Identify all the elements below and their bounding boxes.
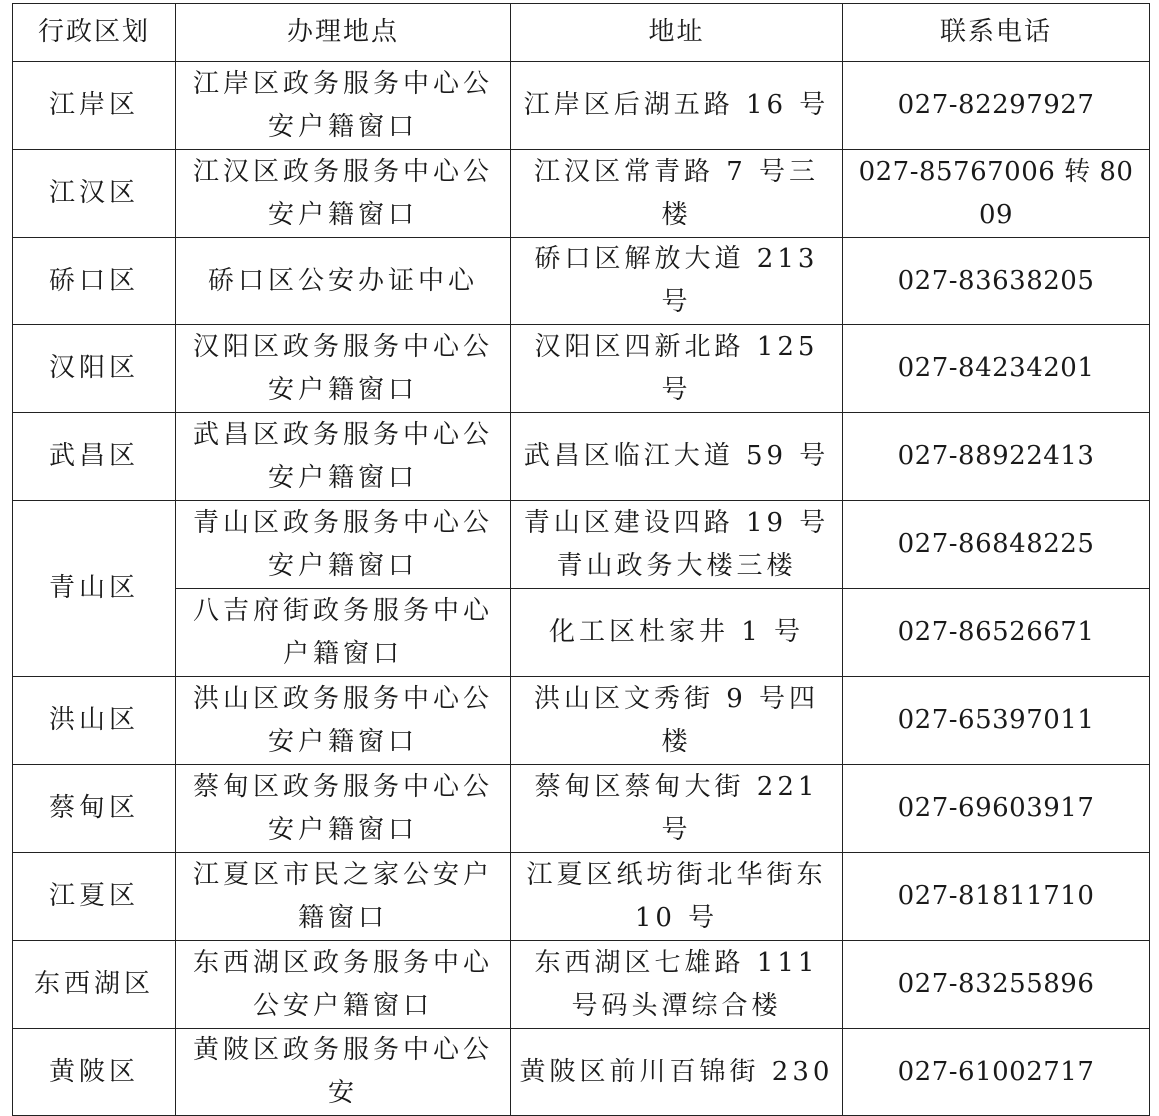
table-row (13, 941, 1150, 1029)
district-cell: 江汉区 (13, 150, 176, 238)
phone-cell: 027-86848225 (843, 501, 1150, 589)
address-cell: 江夏区纸坊街北华街东 10 号 (511, 853, 843, 941)
place-cell: 东西湖区政务服务中心公安户籍窗口 (176, 941, 511, 1029)
phone-cell: 027-84234201 (843, 325, 1150, 413)
place-cell: 硚口区公安办证中心 (176, 238, 511, 325)
header-phone: 联系电话 (843, 4, 1150, 62)
phone-cell: 027-83638205 (843, 238, 1150, 325)
place-cell: 武昌区政务服务中心公安户籍窗口 (176, 413, 511, 501)
address-cell: 黄陂区前川百锦街 230 (511, 1029, 843, 1116)
district-cell: 武昌区 (13, 413, 176, 501)
office-table (12, 3, 1150, 1116)
phone-cell: 027-83255896 (843, 941, 1150, 1029)
address-cell: 汉阳区四新北路 125 号 (511, 325, 843, 413)
table-row (13, 238, 1150, 325)
district-cell: 江夏区 (13, 853, 176, 941)
district-cell: 汉阳区 (13, 325, 176, 413)
phone-cell: 027-86526671 (843, 589, 1150, 677)
table-row (13, 853, 1150, 941)
table-row (13, 62, 1150, 150)
address-cell: 江岸区后湖五路 16 号 (511, 62, 843, 150)
place-cell: 汉阳区政务服务中心公安户籍窗口 (176, 325, 511, 413)
table-row (13, 325, 1150, 413)
header-district: 行政区划 (13, 4, 176, 62)
address-cell: 化工区杜家井 1 号 (511, 589, 843, 677)
address-cell: 蔡甸区蔡甸大街 221 号 (511, 765, 843, 853)
place-cell: 洪山区政务服务中心公安户籍窗口 (176, 677, 511, 765)
address-cell: 洪山区文秀街 9 号四楼 (511, 677, 843, 765)
table-row (13, 589, 1150, 677)
phone-cell: 027-69603917 (843, 765, 1150, 853)
header-address: 地址 (511, 4, 843, 62)
place-cell: 江夏区市民之家公安户籍窗口 (176, 853, 511, 941)
table-row (13, 677, 1150, 765)
table-row (13, 765, 1150, 853)
address-cell: 武昌区临江大道 59 号 (511, 413, 843, 501)
phone-cell: 027-65397011 (843, 677, 1150, 765)
district-cell: 青山区 (13, 501, 176, 677)
place-cell: 青山区政务服务中心公安户籍窗口 (176, 501, 511, 589)
table-row (13, 501, 1150, 589)
table-header-row (13, 4, 1150, 62)
phone-cell: 027-88922413 (843, 413, 1150, 501)
table-row (13, 413, 1150, 501)
phone-cell: 027-82297927 (843, 62, 1150, 150)
place-cell: 江汉区政务服务中心公安户籍窗口 (176, 150, 511, 238)
district-cell: 江岸区 (13, 62, 176, 150)
district-cell: 硚口区 (13, 238, 176, 325)
table-row (13, 150, 1150, 238)
address-cell: 东西湖区七雄路 111 号码头潭综合楼 (511, 941, 843, 1029)
district-cell: 黄陂区 (13, 1029, 176, 1116)
district-cell: 洪山区 (13, 677, 176, 765)
address-cell: 江汉区常青路 7 号三楼 (511, 150, 843, 238)
district-cell: 东西湖区 (13, 941, 176, 1029)
place-cell: 黄陂区政务服务中心公安 (176, 1029, 511, 1116)
place-cell: 蔡甸区政务服务中心公安户籍窗口 (176, 765, 511, 853)
place-cell: 江岸区政务服务中心公安户籍窗口 (176, 62, 511, 150)
address-cell: 硚口区解放大道 213 号 (511, 238, 843, 325)
address-cell: 青山区建设四路 19 号青山政务大楼三楼 (511, 501, 843, 589)
phone-cell: 027-85767006 转 8009 (843, 150, 1150, 238)
phone-cell: 027-81811710 (843, 853, 1150, 941)
phone-cell: 027-61002717 (843, 1029, 1150, 1116)
place-cell: 八吉府街政务服务中心户籍窗口 (176, 589, 511, 677)
district-cell: 蔡甸区 (13, 765, 176, 853)
header-place: 办理地点 (176, 4, 511, 62)
table-row (13, 1029, 1150, 1116)
